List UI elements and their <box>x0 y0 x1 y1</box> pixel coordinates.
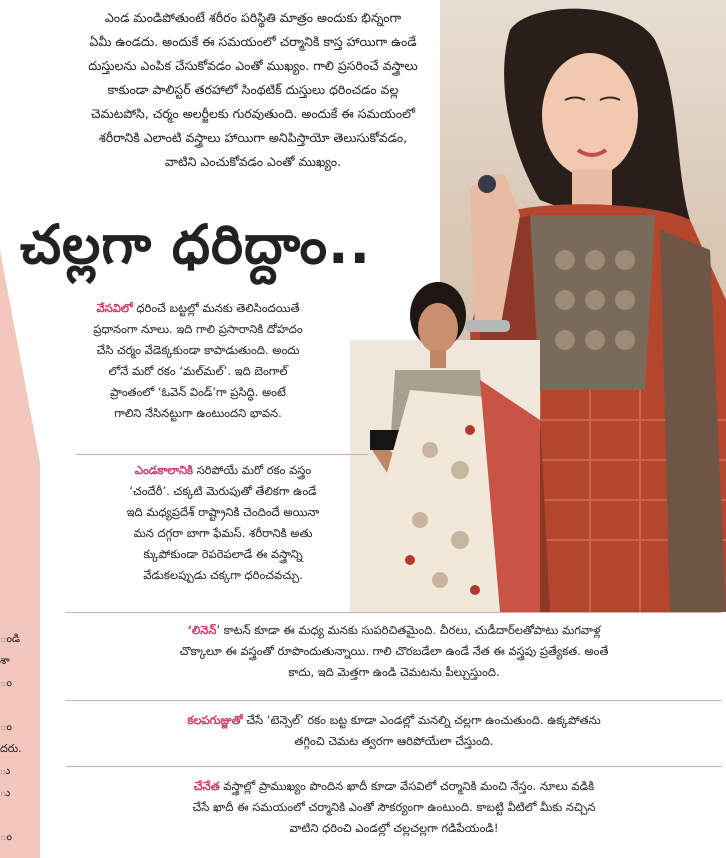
section-divider <box>66 700 722 701</box>
section-highlight: ఎండకాలానికి <box>134 463 194 477</box>
section-line: సరిపోయే మరో రకం వస్త్రం <box>193 463 312 477</box>
section-line: చేసే ఖాదీ ఈ సమయంలో చర్మానికి ఎంతో సౌకర్యంగా ఉంటుంది. కాబట్టి వీటిలో మీకు నచ్చిన <box>192 800 596 814</box>
previous-column-fragments <box>0 628 26 848</box>
intro-line: ఎండ మండిపోతుంటే శరీరం పరిస్థితి మాత్రం అందుకు భిన్నంగా <box>104 10 402 25</box>
section-line: తగ్గించి చెమట త్వరగా ఆరిపోయేలా చేస్తుంది. <box>294 734 494 748</box>
section-line: ‘చందేరీ’. చక్కటి మెరుపుతో తేలికగా ఉండే <box>129 484 317 498</box>
section-line: ప్రధానంగా నూలు. ఇది గాలి ప్రసారానికి దోహదం <box>93 322 303 336</box>
intro-line: ఏమీ ఉండదు. అందుకే ఈ సమయంలో చర్మానికి కాస్త హాయిగా ఉండే <box>89 34 417 49</box>
section-line: ధరించే బట్టల్లో మనకు తెలిసిందయితే <box>132 301 300 315</box>
intro-line: చెమటపోసి, చర్మం అలర్జీలకు గురవుతుంది. అందుకే ఈ సమయంలో <box>91 106 415 121</box>
section-line: ఇది మధ్యప్రదేశ్ రాష్ట్రానికి చెందిందే అయినా <box>126 505 320 519</box>
section-highlight: చేనేత <box>193 779 220 793</box>
section-line: కాదు, ఇది మెత్తగా ఉండి చెమటను పీల్చుస్తుంది. <box>288 665 500 679</box>
intro-line: కాకుండా పాలిస్టర్ తరహాలో సింథటిక్ దుస్తులు ధరించడం వల్ల <box>107 82 399 97</box>
intro-line: శరీరానికి ఎలాంటి వస్త్రాలు హాయిగా అనిపిస్తాయో తెలుసుకోవడం, <box>98 130 408 145</box>
intro-line: దుస్తులను ఎంపిక చేసుకోవడం ఎంతో ముఖ్యం. గాలి ప్రసరించే వస్త్రాలు <box>88 58 418 73</box>
section-line: చేసి చర్మం వేడెక్కకుండా కాపాడుతుంది. అందు <box>96 343 300 357</box>
intro-line: వాటిని ఎంచుకోవడం ఎంతో ముఖ్యం. <box>164 154 342 169</box>
article-headline: చల్లగా ధరిద్దాం.. <box>20 213 371 276</box>
section-highlight: ‘లినెన్ <box>187 623 217 637</box>
intro-paragraph <box>8 6 498 174</box>
fragment-line: ండి <box>0 632 21 645</box>
fragment-line: దరు. <box>0 742 22 755</box>
section-line: వాటిని ధరించి ఎండల్లో చల్లచల్లగా గడిపేయండి! <box>289 821 499 835</box>
section-tencel <box>66 710 722 752</box>
saree-model-photo <box>350 280 540 612</box>
section-line: చేసే ‘టెన్సెల్’ రకం బట్ట కూడా ఎండల్లో మనల్ని చల్లగా ఉంచుతుంది. ఉక్కపోతను <box>242 713 601 727</box>
fragment-line: ం <box>0 676 12 689</box>
fragment-line: ు <box>0 764 11 777</box>
section-line: మన దగ్గరా బాగా ఫేమస్. శరీరానికి అతు <box>133 526 313 540</box>
section-line: ప్రాంతంలో ‘ఓవెన్ విండ్’గా ప్రసిద్ధి. అంటే <box>110 385 286 399</box>
section-highlight: కలపగుజ్జుతో <box>187 713 243 727</box>
fragment-line <box>0 694 26 716</box>
section-divider <box>76 454 368 455</box>
section-divider <box>66 612 722 613</box>
section-line: చొక్కాలూ ఈ వస్త్రంతో రూపొందుతున్నాయి. గాలి చొరబడేలా ఉండే నేత ఈ వస్త్రపు ప్రత్యేకత. అంతే <box>179 644 609 658</box>
section-divider <box>66 766 722 767</box>
section-handloom <box>66 776 722 839</box>
fragment-line: శా <box>0 654 10 667</box>
fragment-line: ం <box>0 720 12 733</box>
fragment-line <box>0 804 26 826</box>
section-line: ’ కాటన్ కూడా ఈ మధ్య మనకు సుపరిచితమైంది. చీరలు, చుడీదార్‌లతోపాటు మగవాళ్ల <box>216 623 601 637</box>
fragment-line: ు <box>0 786 11 799</box>
section-summer-cotton <box>48 298 348 424</box>
section-highlight: వేసవిలో <box>96 301 133 315</box>
fragment-line: ం <box>0 830 12 843</box>
section-line: లోనే మరో రకం ‘మల్‌మల్’. ఇది బెంగాల్ <box>108 364 288 378</box>
section-line: క్కుపోకుండా రెపరెపలాడే ఈ వస్త్రాన్ని <box>143 547 303 561</box>
section-line: వేడుకలప్పుడు చక్కగా ధరించవచ్చు. <box>143 568 303 582</box>
section-line: వస్త్రాల్లో ప్రాముఖ్యం పొందిన ఖాదీ కూడా వేసవిలో చర్మానికి మంచి నేస్తం. నూలు వడికి <box>219 779 595 793</box>
section-chanderi <box>68 460 378 586</box>
section-line: గాలిని నేసినట్టుగా ఉంటుందని భావన. <box>114 406 282 420</box>
section-linen <box>66 620 722 683</box>
